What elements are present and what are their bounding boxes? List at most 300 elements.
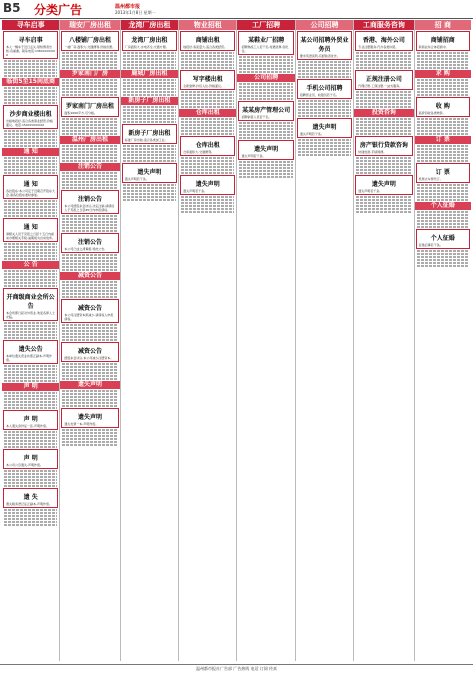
print-line xyxy=(4,515,57,517)
print-line xyxy=(62,184,117,186)
print-line xyxy=(181,103,234,105)
print-line xyxy=(62,172,117,174)
classified-ad xyxy=(61,190,118,214)
print-line xyxy=(239,134,292,136)
category-banner: 注销公告 xyxy=(60,163,119,171)
print-line xyxy=(181,94,234,96)
print-line xyxy=(181,196,234,198)
print-line xyxy=(181,199,234,201)
ad-body: 请相关人员于见报之日起十五日内前来办理相关手续,逾期视为自动放弃。 xyxy=(6,232,55,240)
print-line xyxy=(181,64,234,66)
print-line xyxy=(62,375,117,377)
print-line xyxy=(298,73,351,75)
print-line xyxy=(181,130,234,132)
ad-body: 本公司公章遗失,声明作废。 xyxy=(6,463,43,467)
print-line xyxy=(123,157,176,159)
ad-body: 招聘熟练工人若干名,待遇优厚,包吃住。 xyxy=(241,45,289,53)
ad-title: 龙湾厂房出租 xyxy=(131,37,168,44)
print-line xyxy=(417,130,469,132)
print-line xyxy=(4,431,57,433)
print-line xyxy=(62,133,117,135)
print-line xyxy=(123,145,176,147)
print-line xyxy=(417,250,469,252)
print-line xyxy=(298,151,351,153)
ad-columns xyxy=(2,20,471,661)
print-line xyxy=(181,100,234,102)
category-banner: 新房子厂房出租 xyxy=(121,97,178,105)
ad-column xyxy=(415,20,471,661)
print-line xyxy=(123,88,176,90)
print-line xyxy=(239,167,292,169)
ad-title: 开商级商业会所公告 xyxy=(6,294,55,310)
print-line xyxy=(356,157,411,159)
print-line xyxy=(417,253,469,255)
print-line xyxy=(356,202,411,204)
print-line xyxy=(62,121,117,123)
print-line xyxy=(181,106,234,108)
print-line xyxy=(4,368,57,370)
classified-ad xyxy=(61,233,118,253)
print-line xyxy=(356,199,411,201)
print-line xyxy=(62,118,117,120)
print-line xyxy=(4,524,57,526)
print-line xyxy=(181,166,234,168)
print-line xyxy=(181,172,234,174)
page-header xyxy=(0,0,473,19)
ad-column xyxy=(296,20,354,661)
print-line xyxy=(4,136,57,138)
print-line xyxy=(123,112,176,114)
ad-body: 经股东会决议,本公司减少注册资本。 xyxy=(64,356,114,360)
category-banner: 公 告 xyxy=(2,261,59,269)
print-line xyxy=(239,122,292,124)
classified-ad xyxy=(180,136,235,156)
print-line xyxy=(417,64,469,66)
print-line xyxy=(356,124,411,126)
print-line xyxy=(123,148,176,150)
print-line xyxy=(4,476,57,478)
print-line xyxy=(62,175,117,177)
print-line xyxy=(62,218,117,220)
print-line xyxy=(4,401,57,403)
print-line xyxy=(4,521,57,523)
ad-body: 招聘营业员、收银员若干名。 xyxy=(299,93,339,97)
print-line xyxy=(4,255,57,257)
print-line xyxy=(62,58,117,60)
print-line xyxy=(4,75,57,77)
print-line xyxy=(62,88,117,90)
ad-body: 遗失发票一本,声明作废。 xyxy=(64,422,99,426)
print-line xyxy=(239,65,292,67)
category-banner: 罗家南门厂房 xyxy=(60,70,119,78)
ad-title: 某公司招聘外贸业务员 xyxy=(300,37,349,53)
classified-ad xyxy=(180,31,235,51)
ad-body: 机票火车票代订。 xyxy=(418,177,443,181)
print-line xyxy=(62,396,117,398)
print-line xyxy=(417,85,469,87)
ad-body: 代理记账,工商注册,一站式服务。 xyxy=(358,84,403,88)
print-line xyxy=(62,393,117,395)
print-line xyxy=(62,444,117,446)
print-line xyxy=(356,133,411,135)
print-line xyxy=(239,62,292,64)
print-line xyxy=(123,118,176,120)
print-line xyxy=(298,112,351,114)
print-line xyxy=(239,56,292,58)
print-line xyxy=(417,217,469,219)
print-line xyxy=(62,130,117,132)
print-line xyxy=(123,121,176,123)
page-footer: 温州都市报社广告部 广告热线 电话 订阅 传真 xyxy=(0,664,473,673)
print-line xyxy=(62,390,117,392)
print-line xyxy=(4,93,57,95)
print-line xyxy=(239,164,292,166)
classified-ad xyxy=(238,101,293,121)
print-line xyxy=(4,509,57,511)
ad-body: 遗失声明若干条。 xyxy=(241,154,266,158)
print-line xyxy=(239,176,292,178)
column-heading: 工厂招聘 xyxy=(237,20,294,30)
category-banner: 求 购 xyxy=(415,70,471,78)
print-line xyxy=(181,124,234,126)
print-line xyxy=(62,82,117,84)
print-line xyxy=(417,259,469,261)
classified-ad xyxy=(3,31,58,59)
print-line xyxy=(4,276,57,278)
ad-title: 收 购 xyxy=(435,103,450,110)
print-line xyxy=(62,227,117,229)
print-line xyxy=(62,269,117,271)
classified-ad xyxy=(355,175,412,195)
print-line xyxy=(62,91,117,93)
print-line xyxy=(298,76,351,78)
print-line xyxy=(4,328,57,330)
ad-title: 房产银行贷款咨询 xyxy=(359,142,408,149)
print-line xyxy=(356,106,411,108)
print-line xyxy=(356,196,411,198)
section-title: 分类广告 xyxy=(34,3,83,17)
print-line xyxy=(4,166,57,168)
ad-title: 商铺出租 xyxy=(195,37,220,44)
print-line xyxy=(417,133,469,135)
print-line xyxy=(62,327,117,329)
print-line xyxy=(4,407,57,409)
classified-ad xyxy=(180,175,235,195)
print-line xyxy=(4,395,57,397)
print-line xyxy=(4,203,57,205)
print-line xyxy=(62,230,117,232)
ad-body: 遗失声明若干条。 xyxy=(183,189,208,193)
print-line xyxy=(62,127,117,129)
print-line xyxy=(4,66,57,68)
print-line xyxy=(417,94,469,96)
print-line xyxy=(417,193,469,195)
ad-column xyxy=(2,20,60,661)
print-line xyxy=(4,102,57,104)
print-line xyxy=(417,154,469,156)
classified-ad xyxy=(297,79,352,99)
print-line xyxy=(123,67,176,69)
print-line xyxy=(4,285,57,287)
print-line xyxy=(356,118,411,120)
print-line xyxy=(4,163,57,165)
ad-title: 新房子厂房出租 xyxy=(128,130,171,137)
classified-ad xyxy=(61,342,118,362)
print-line xyxy=(181,91,234,93)
category-banner: 仓库出租 xyxy=(179,109,236,117)
print-line xyxy=(123,79,176,81)
print-line xyxy=(417,184,469,186)
print-line xyxy=(417,211,469,213)
ad-body: 本公司注册资本拟减少,请债权人申报债权。 xyxy=(64,313,114,321)
print-line xyxy=(62,438,117,440)
print-line xyxy=(62,61,117,63)
print-line xyxy=(239,68,292,70)
print-line xyxy=(62,151,117,153)
print-line xyxy=(123,106,176,108)
print-line xyxy=(123,151,176,153)
ad-title: 通 知 xyxy=(23,181,38,188)
print-line xyxy=(239,125,292,127)
print-line xyxy=(4,212,57,214)
ad-title: 某鞋业厂招聘 xyxy=(248,37,285,44)
print-line xyxy=(4,485,57,487)
ad-title: 注销公告 xyxy=(78,239,103,246)
print-line xyxy=(62,187,117,189)
print-line xyxy=(62,55,117,57)
print-line xyxy=(356,130,411,132)
ad-body: 一楼厂房,面积大,交通便利,价格优惠。 xyxy=(64,45,116,49)
print-line xyxy=(417,91,469,93)
print-line xyxy=(298,64,351,66)
print-line xyxy=(356,160,411,162)
column-heading: 公司招聘 xyxy=(296,20,353,30)
print-line xyxy=(62,257,117,259)
print-line xyxy=(181,97,234,99)
classified-ad xyxy=(122,163,177,183)
print-line xyxy=(62,181,117,183)
ad-title: 遗失公告 xyxy=(18,346,43,353)
print-line xyxy=(181,55,234,57)
print-line xyxy=(298,109,351,111)
print-line xyxy=(356,100,411,102)
category-banner: 个人征婚 xyxy=(415,202,471,210)
print-line xyxy=(62,266,117,268)
print-line xyxy=(62,224,117,226)
ad-column xyxy=(121,20,179,661)
print-line xyxy=(123,94,176,96)
print-line xyxy=(417,55,469,57)
category-banner: 投资咨询 xyxy=(354,109,413,117)
print-line xyxy=(181,205,234,207)
classified-ad xyxy=(416,97,470,117)
print-line xyxy=(417,121,469,123)
print-line xyxy=(417,67,469,69)
category-banner: 鹿城厂房出租 xyxy=(121,70,178,78)
print-line xyxy=(62,85,117,87)
print-line xyxy=(62,372,117,374)
print-line xyxy=(298,70,351,72)
print-line xyxy=(123,184,176,186)
print-line xyxy=(62,429,117,431)
print-line xyxy=(417,220,469,222)
print-line xyxy=(123,193,176,195)
print-line xyxy=(4,139,57,141)
print-line xyxy=(62,281,117,283)
print-line xyxy=(356,103,411,105)
print-line xyxy=(356,67,411,69)
ad-title: 遗失声明 xyxy=(254,146,279,153)
print-line xyxy=(4,246,57,248)
column-heading: 龙湾厂房出租 xyxy=(121,20,178,30)
print-line xyxy=(356,205,411,207)
ad-title: 寻车启事 xyxy=(18,37,43,44)
ad-title: 遗失声明 xyxy=(78,414,103,421)
classified-ad xyxy=(297,118,352,138)
print-line xyxy=(356,97,411,99)
print-line xyxy=(4,392,57,394)
print-line xyxy=(4,479,57,481)
print-line xyxy=(4,440,57,442)
print-line xyxy=(417,226,469,228)
category-banner: 临街5至15间底商 xyxy=(2,78,59,86)
print-line xyxy=(181,61,234,63)
print-line xyxy=(181,169,234,171)
print-line xyxy=(356,211,411,213)
print-line xyxy=(123,61,176,63)
category-banner: 订 票 xyxy=(415,136,471,144)
print-line xyxy=(4,252,57,254)
print-line xyxy=(356,94,411,96)
print-line xyxy=(4,200,57,202)
date-line: 2013年1月8日 星期一 xyxy=(115,10,156,15)
print-line xyxy=(417,61,469,63)
print-line xyxy=(356,169,411,171)
classified-ad xyxy=(61,31,118,51)
print-line xyxy=(356,61,411,63)
classified-ad xyxy=(355,31,412,51)
print-line xyxy=(417,214,469,216)
classified-ad xyxy=(416,31,470,51)
classified-ad xyxy=(3,175,58,199)
column-heading: 瑞安厂房出租 xyxy=(60,20,119,30)
ad-title: 遗失声明 xyxy=(195,181,220,188)
ad-column xyxy=(179,20,237,661)
ad-body: 本会所即日起对外营业,欢迎各界人士光临。 xyxy=(6,311,55,319)
print-line xyxy=(239,98,292,100)
print-line xyxy=(4,249,57,251)
classified-ad xyxy=(3,105,58,129)
classified-ad xyxy=(61,408,118,428)
print-line xyxy=(123,199,176,201)
print-line xyxy=(239,71,292,73)
print-line xyxy=(62,330,117,332)
print-line xyxy=(4,258,57,260)
print-line xyxy=(298,100,351,102)
classified-ad xyxy=(3,410,58,430)
print-line xyxy=(4,473,57,475)
print-line xyxy=(181,211,234,213)
print-line xyxy=(62,366,117,368)
ad-title: 商铺招商 xyxy=(430,37,455,44)
ad-title: 正规注册公司 xyxy=(365,76,402,83)
ad-body: 遗失税务登记证正副本,声明作废。 xyxy=(6,502,52,506)
ad-body: 专业注册服务,代办各类执照。 xyxy=(358,45,399,49)
print-line xyxy=(4,72,57,74)
print-line xyxy=(4,380,57,382)
print-line xyxy=(181,133,234,135)
classified-ad xyxy=(416,163,470,183)
print-line xyxy=(62,148,117,150)
ad-body: 面积1000平方,可分租。 xyxy=(64,111,97,115)
print-line xyxy=(417,127,469,129)
print-line xyxy=(417,262,469,264)
print-line xyxy=(181,52,234,54)
print-line xyxy=(417,157,469,159)
print-line xyxy=(62,260,117,262)
ad-body: 征婚启事若干条。 xyxy=(418,243,443,247)
print-line xyxy=(298,115,351,117)
paper-logo: 温州都市报 xyxy=(115,4,141,10)
print-line xyxy=(62,333,117,335)
print-line xyxy=(62,432,117,434)
ad-title: 香港、海外公司 xyxy=(362,37,405,44)
print-line xyxy=(356,172,411,174)
category-banner: 遗失声明 xyxy=(60,381,119,389)
ad-title: 注销公告 xyxy=(78,196,103,203)
classified-ad xyxy=(3,488,58,508)
print-line xyxy=(62,290,117,292)
print-line xyxy=(417,145,469,147)
ad-body: 本公司经股东会决议,决定注销,请债权人于见报之日起45日内申报债权。 xyxy=(64,204,115,212)
print-line xyxy=(4,446,57,448)
ad-title: 减资公告 xyxy=(78,348,103,355)
print-line xyxy=(239,86,292,88)
print-line xyxy=(239,170,292,172)
ad-title: 遗失声明 xyxy=(137,169,162,176)
print-line xyxy=(4,69,57,71)
print-line xyxy=(4,169,57,171)
print-line xyxy=(4,90,57,92)
ad-body: 新商业综合体招商中。 xyxy=(418,45,449,49)
print-line xyxy=(62,67,117,69)
print-line xyxy=(417,151,469,153)
print-line xyxy=(4,371,57,373)
ad-title: 仓库出租 xyxy=(195,142,220,149)
ad-title: 某某房产管理公司 xyxy=(242,107,291,114)
ad-title: 遗 失 xyxy=(23,494,38,501)
print-line xyxy=(4,365,57,367)
print-line xyxy=(62,52,117,54)
ad-body: 遗失声明若干条。 xyxy=(358,189,383,193)
print-line xyxy=(356,208,411,210)
print-line xyxy=(417,256,469,258)
print-line xyxy=(123,109,176,111)
ad-body: 仓库面积大,交通便利。 xyxy=(183,150,215,154)
print-line xyxy=(4,482,57,484)
print-line xyxy=(417,52,469,54)
print-line xyxy=(298,142,351,144)
print-line xyxy=(4,325,57,327)
print-line xyxy=(62,293,117,295)
print-line xyxy=(4,434,57,436)
ad-title: 声 明 xyxy=(23,455,38,462)
print-line xyxy=(356,91,411,93)
print-line xyxy=(181,121,234,123)
print-line xyxy=(181,208,234,210)
print-line xyxy=(417,187,469,189)
ad-body: 全新装修,拎包入住,价格面议。 xyxy=(183,84,225,88)
